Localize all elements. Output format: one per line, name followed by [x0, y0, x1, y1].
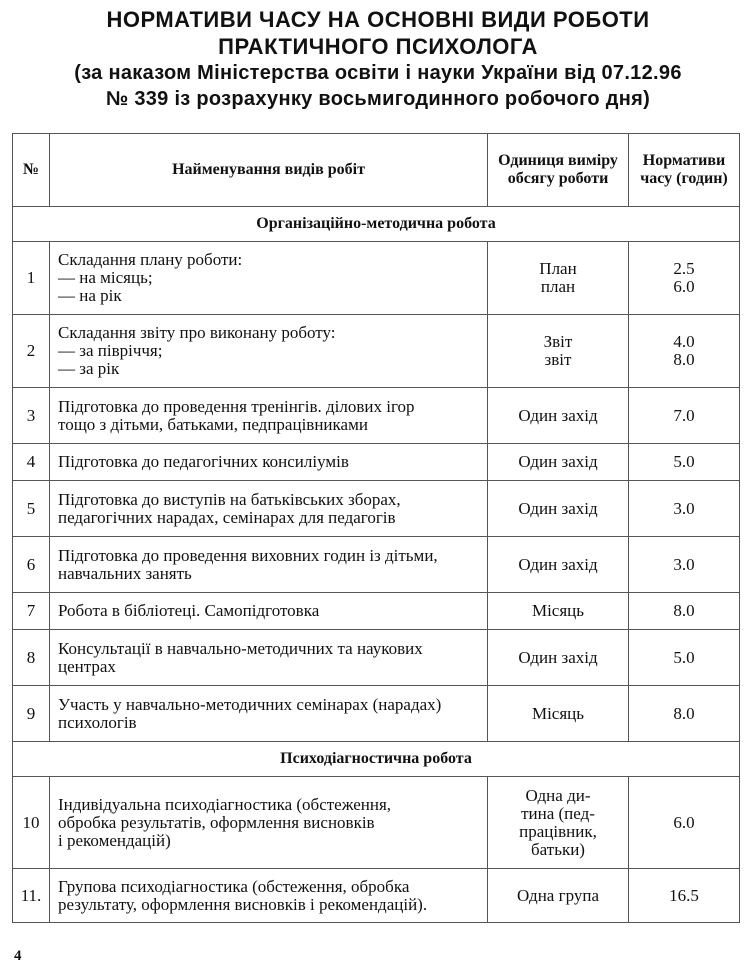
row-norm-value [629, 593, 740, 630]
row-num-text: 3 [26, 405, 36, 425]
row-num-text: 4 [26, 452, 36, 471]
row-num [13, 593, 50, 630]
row-norm-value-text: 16.5 [669, 885, 699, 905]
row-norm-value-text: 7.0 [673, 405, 695, 425]
row-unit [488, 777, 629, 869]
row-unit [488, 242, 629, 315]
table-row [13, 630, 740, 686]
row-num [13, 869, 50, 923]
table-row [13, 686, 740, 742]
row-norm-value [629, 481, 740, 537]
row-norm-value-text: 3.0 [673, 498, 695, 518]
row-name-text: Робота в бібліотеці. Самопідготовка [58, 601, 320, 620]
header-num: № [13, 134, 50, 207]
row-name [50, 242, 488, 315]
norms-table [12, 133, 740, 923]
row-name-text: Участь у навчально-методичних семінарах (нарадах) психологів [58, 694, 442, 732]
row-unit-text: Один захід [518, 498, 598, 518]
row-unit-text: Місяць [531, 601, 585, 620]
row-name-text: Підготовка до проведення виховних годин із дітьми, навчальних занять [58, 545, 438, 583]
header-norm: Нормативи часу (годин) [629, 134, 740, 207]
row-name [50, 686, 488, 742]
row-norm-value-text: 2.5 6.0 [673, 259, 695, 296]
row-norm-value-text: 8.0 [673, 703, 695, 723]
row-norm-value [629, 444, 740, 481]
row-unit [488, 686, 629, 742]
table-row [13, 388, 740, 444]
row-num [13, 777, 50, 869]
header-unit: Одиниця виміру обсягу роботи [488, 134, 629, 207]
row-norm-value-text: 5.0 [673, 647, 695, 667]
row-norm-value [629, 315, 740, 388]
row-name [50, 315, 488, 388]
row-name-text: Підготовка до виступів на батьківських зборах, педагогічних нарадах, семінарах для педагогів [58, 489, 401, 527]
row-norm-value [629, 388, 740, 444]
title-line-3: (за наказом Міністерства освіти і науки України від 07.12.96 [74, 62, 682, 84]
page-title [0, 6, 756, 112]
row-unit [488, 869, 629, 923]
row-unit-text: Одна група [517, 885, 599, 905]
row-unit [488, 444, 629, 481]
row-name-text: Консультації в навчально-методичних та наукових центрах [58, 638, 423, 676]
row-name-text: Підготовка до педагогічних консиліумів [58, 452, 349, 471]
row-num-text: 5 [26, 498, 36, 518]
row-num-text: 2 [26, 341, 36, 360]
row-norm-value [629, 869, 740, 923]
row-unit [488, 537, 629, 593]
row-unit [488, 315, 629, 388]
table-row [13, 481, 740, 537]
row-norm-value [629, 686, 740, 742]
table-row [13, 242, 740, 315]
row-num [13, 444, 50, 481]
row-num-text: 7 [26, 601, 36, 620]
section-row [13, 207, 740, 242]
row-norm-value-text: 3.0 [673, 554, 695, 574]
row-unit [488, 481, 629, 537]
row-unit [488, 593, 629, 630]
row-num [13, 686, 50, 742]
row-num-text: 10 [22, 812, 40, 832]
row-norm-value-text: 5.0 [673, 452, 695, 471]
row-num-text: 1 [26, 268, 36, 287]
row-num [13, 388, 50, 444]
row-norm-value-text: 6.0 [673, 812, 695, 832]
section-title: Психодіагностична робота [13, 742, 740, 777]
row-unit-text: Місяць [531, 703, 585, 723]
row-unit-text: План план [539, 259, 577, 296]
row-unit-text: Одна ди- тина (пед- працівник, батьки) [519, 785, 597, 859]
table-header-row [13, 134, 740, 207]
row-num [13, 630, 50, 686]
row-num-text: 9 [26, 703, 36, 723]
row-num-text: 8 [26, 647, 36, 667]
row-name [50, 777, 488, 869]
page-number: 4 [14, 948, 22, 964]
row-unit [488, 630, 629, 686]
table-row [13, 444, 740, 481]
row-norm-value [629, 777, 740, 869]
table-row [13, 777, 740, 869]
row-unit-text: Звіт звіт [543, 332, 573, 369]
row-num-text: 6 [26, 554, 36, 574]
row-num [13, 481, 50, 537]
row-norm-value [629, 537, 740, 593]
row-unit-text: Один захід [518, 647, 598, 667]
row-norm-value [629, 630, 740, 686]
table-row [13, 537, 740, 593]
title-line-4: № 339 із розрахунку восьмигодинного робочого дня) [105, 88, 651, 110]
table-row [13, 593, 740, 630]
header-name: Найменування видів робіт [50, 134, 488, 207]
row-name-text: Складання звіту про виконану роботу: — за півріччя; — за рік [58, 323, 336, 378]
table-row [13, 869, 740, 923]
table-row [13, 315, 740, 388]
table-body [13, 207, 740, 923]
row-name [50, 630, 488, 686]
title-line-2: ПРАКТИЧНОГО ПСИХОЛОГА [218, 34, 538, 59]
row-unit-text: Один захід [518, 554, 598, 574]
row-num-text: 11. [20, 885, 42, 905]
section-row [13, 742, 740, 777]
row-norm-value-text: 4.0 8.0 [673, 332, 695, 369]
row-norm-value [629, 242, 740, 315]
section-title: Організаційно-методична робота [13, 207, 740, 242]
row-name-text: Групова психодіагностика (обстеження, обробка результату, оформлення висновків і рекомендацій). [58, 876, 428, 914]
row-name-text: Складання плану роботи: — на місяць; — на рік [58, 250, 243, 305]
row-unit-text: Один захід [518, 405, 598, 425]
row-norm-value-text: 8.0 [673, 601, 695, 620]
row-unit [488, 388, 629, 444]
row-num [13, 537, 50, 593]
row-unit-text: Один захід [518, 452, 598, 471]
row-name-text: Підготовка до проведення тренінгів. ділових ігор тощо з дітьми, батьками, педпрацівниками [58, 396, 415, 434]
row-num [13, 242, 50, 315]
row-name [50, 537, 488, 593]
row-name [50, 388, 488, 444]
row-name [50, 444, 488, 481]
row-name [50, 869, 488, 923]
row-name [50, 593, 488, 630]
row-name-text: Індивідуальна психодіагностика (обстеження, обробка результатів, оформлення висновків і рекомендацій) [58, 794, 392, 850]
title-line-1: НОРМАТИВИ ЧАСУ НА ОСНОВНІ ВИДИ РОБОТИ [106, 7, 650, 32]
row-name [50, 481, 488, 537]
row-num [13, 315, 50, 388]
